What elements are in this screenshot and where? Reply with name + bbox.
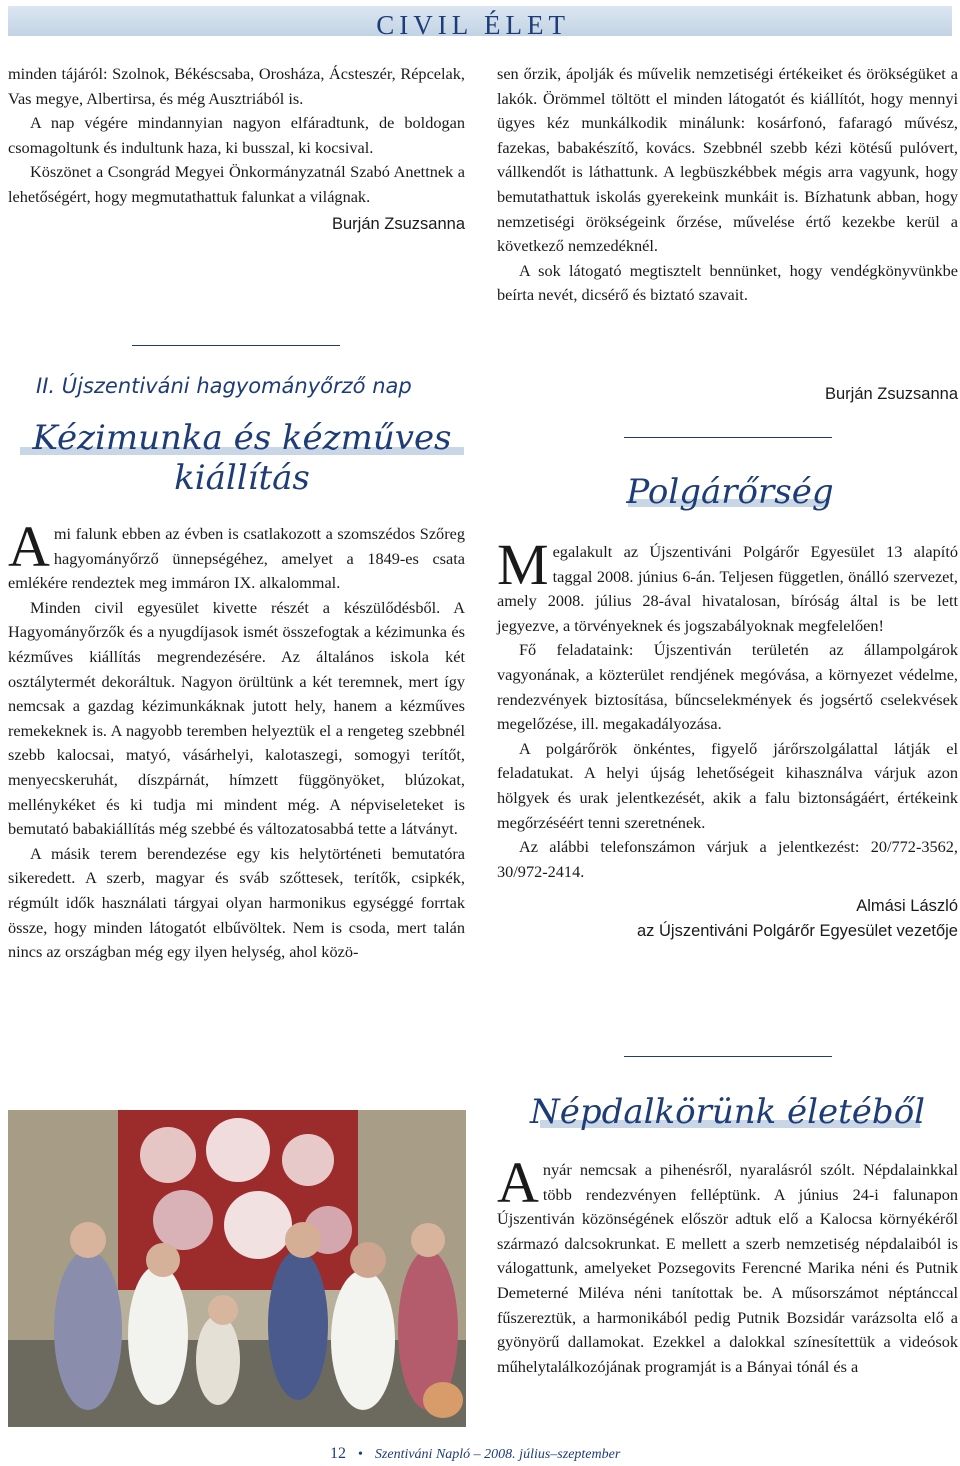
paragraph: Az alábbi telefonszámon várjuk a jelentkezést: 20/772-3562, 30/972-2414. (497, 837, 958, 881)
article-body (497, 532, 958, 944)
headline-line: Kézimunka és kézműves (32, 418, 452, 458)
author-role: az Újszentiváni Polgárőr Egyesület vezetője (636, 921, 958, 940)
paragraph: sen őrzik, ápolják és művelik nemzetiségi értékeiket és örökségüket a lakók. Örömmel töltött el minden látogatót és kiállítót, hogy mennyi ügyes kéz munkálkodik minálunk: kosárfonó, fafaragó művész, fazekas, babakészítő, kovács. Szebbnél szebb kézi kötésű pulóvert, vállkendőt is láthattunk. A legbüszkébbek mégis arra vagyunk, hogy bemutathattuk iskolás gyerekeink munkáit is. Bízhatunk abban, hogy nemzetiségi örökségeink őrzése, művelése értő kezekbe kerül a következő nemzedéknél. (497, 64, 958, 256)
article-body (8, 514, 465, 965)
article-headline (20, 418, 464, 498)
divider-rule (132, 345, 340, 346)
author-signature: Burján Zsuzsanna (332, 214, 465, 233)
paragraph: A polgárőrök önkéntes, figyelő járőrszolgálattal látják el feladatukat. A helyi újság lehetőségeit kihasználva várjuk azon hölgyek és urak jelentkezését, akik a falu biztonságáért, értékeink megőrzéséért tenni szeretnének. (497, 738, 958, 832)
article-subtitle: II. Újszentiváni hagyományőrző nap (36, 374, 412, 398)
paragraph: minden tájáról: Szolnok, Békéscsaba, Orosháza, Ácsteszér, Répcelak, Vas megye, Albertirsa, és még Ausztriából is. (8, 64, 465, 108)
exhibition-photo (8, 1110, 466, 1427)
bullet-separator: • (358, 1447, 363, 1462)
divider-rule (624, 437, 832, 438)
author-signature: Almási László (856, 897, 958, 916)
paragraph-text: egalakult az Újszentiváni Polgárőr Egyesület 13 alapító taggal 2008. június 6-án. Teljesen független, önálló szervezet, amely 2008. július 28-ával hivatalosan, bíróság által is be lett jegyezve, a törvényeknek és jogszabályoknak megfelelően! (497, 542, 958, 635)
left-continuation-text (8, 62, 465, 236)
paragraph: A sok látogató megtisztelt bennünket, hogy vendégkönyvünkbe beírta nevét, dicsérő és biztató szavait. (497, 260, 958, 305)
paragraph: Fő feladataink: Újszentiván területén az állampolgárok vagyonának, a közterület rendjének megóvása, a környezet védelme, rendezvények biztosítása, bűncselekmények és jogsértő cselekvések megelőzése, ill. megakadályozása. (497, 640, 958, 734)
headline-line: kiállítás (174, 458, 310, 498)
photo-illustration (8, 1110, 466, 1427)
article-headline: Polgárőrség (626, 472, 834, 512)
right-continuation-text (497, 62, 958, 308)
article-headline: Népdalkörünk életéből (529, 1092, 926, 1132)
drop-cap: M (497, 532, 549, 597)
paragraph-text: nyár nemcsak a pihenésről, nyaralásról szólt. Népdalainkkal több rendezvényen felléptünk. A június 24-i falunapon Újszentiván közönségének először adtuk elő a Kalocsa környékéről származó dalcsokrunkat. E mellett a szerb nemzetiség népdalaiból is válogattunk, amelyeket Pozsegovits Ferencné Marika néni és Putnik Demeterné Miléva néni tanítottak be. A műsorszámot néptánccal fűszereztük, a harmonikából pedig Putnik Bozsidár varázsolta elő a gyönyörű dallamokat. Ezekkel a dalokkal színesítettük a videósok műhelytalálkozójának programját is a Bányai tónál és a (497, 1160, 958, 1376)
page-number: 12 (330, 1445, 346, 1462)
drop-cap: A (497, 1150, 539, 1215)
paragraph: A másik terem berendezése egy kis helytörténeti bemutatóra sikeredett. A szerb, magyar és sváb szőttesek, terítők, csipkék, régmúlt idők használati tárgyai olyan harmonikus egységgé forrtak össze, hogy minden látogatót elbűvöltek. Nem is csoda, mert talán nincs az országban még egy ilyen helység, ahol közö- (8, 843, 465, 962)
paragraph-text: mi falunk ebben az évben is csatlakozott a szomszédos Szőreg hagyományőrző ünnepségéhez, amelyet a 1849-es csata emlékére rendeztek meg immáron IX. alkalommal. (8, 524, 465, 593)
author-signature: Burján Zsuzsanna (825, 385, 958, 403)
lead-paragraph (497, 1150, 958, 1379)
paragraph: Köszönet a Csongrád Megyei Önkormányzatnál Szabó Anettnek a lehetőségért, hogy megmutathattuk falunkat a világnak. (8, 162, 465, 206)
lead-paragraph (497, 532, 958, 638)
section-title: CIVIL ÉLET (376, 10, 570, 40)
publication-name: Szentiváni Napló – 2008. július–szeptember (374, 1447, 621, 1462)
article-body (497, 1150, 958, 1379)
divider-rule (624, 1056, 832, 1057)
section-header-bar (8, 6, 952, 40)
paragraph: A nap végére mindannyian nagyon elfáradtunk, de boldogan csomagoltunk és indultunk haza, ki busszal, ki kocsival. (8, 113, 465, 157)
drop-cap: A (8, 514, 50, 579)
page-footer (330, 1445, 620, 1463)
paragraph: Minden civil egyesület kivette részét a készülődésből. A Hagyományőrzők és a nyugdíjasok ismét összefogtak a kézimunka és kézműves kiállítás megrendezésére. Az általános iskola két osztálytermét dekoráltuk. Nagyon örültünk a két teremnek, mert így nemcsak a gazdag kézimunkáknak jutott hely, hanem a kézműves remekeknek is. A nagyobb teremben helyeztük el a rengeteg szebbnél szebb kalocsai, matyó, vásárhelyi, kalotaszegi, somogyi terítőt, menyecskeruhát, díszpárnát, hímzett függönyöket, blúzokat, mellénykéket és ki tudja mi mindent még. A népviseleteket is bemutató babakiállítás még szebbé és változatosabbá tette a látványt. (8, 597, 465, 839)
lead-paragraph (8, 514, 465, 596)
